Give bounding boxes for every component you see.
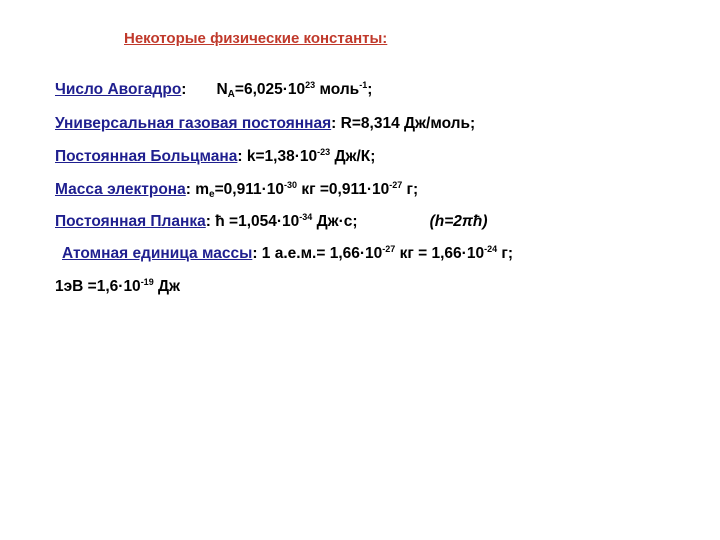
amu-exponent-g: -24 bbox=[484, 244, 498, 254]
amu-label: Атомная единица массы bbox=[62, 245, 253, 262]
boltzmann-label: Постоянная Больцмана bbox=[55, 148, 238, 165]
avogadro-exponent: 23 bbox=[305, 80, 316, 90]
amu-line bbox=[62, 244, 513, 264]
electron-mass-sep: : bbox=[185, 181, 191, 198]
planck-unit: Дж·с; bbox=[312, 213, 358, 230]
amu-sep: : bbox=[252, 245, 258, 262]
avogadro-label: Число Авогадро bbox=[55, 81, 182, 98]
electron-mass-value-kg: =0,911·10 bbox=[214, 181, 284, 198]
electron-mass-unit-g: г; bbox=[402, 181, 419, 198]
gas-constant-line bbox=[55, 114, 475, 134]
planck-label: Постоянная Планка bbox=[55, 213, 206, 230]
electronvolt-value: 1эВ =1,6·10 bbox=[55, 278, 141, 295]
boltzmann-exponent: -23 bbox=[317, 147, 331, 157]
boltzmann-unit: Дж/К; bbox=[330, 148, 376, 165]
avogadro-line bbox=[55, 80, 372, 100]
gas-constant-sep: : bbox=[331, 115, 337, 132]
electron-mass-exponent-kg: -30 bbox=[284, 180, 298, 190]
avogadro-value: =6,025·10 bbox=[234, 81, 306, 98]
boltzmann-line bbox=[55, 147, 375, 167]
boltzmann-sep: : bbox=[237, 148, 243, 165]
avogadro-symbol: N bbox=[216, 81, 228, 98]
avogadro-unit-exponent: -1 bbox=[359, 80, 368, 90]
avogadro-sep: : bbox=[181, 81, 187, 98]
electronvolt-unit: Дж bbox=[153, 278, 181, 295]
electronvolt-line bbox=[55, 277, 180, 297]
avogadro-unit: моль bbox=[315, 81, 360, 98]
electron-mass-symbol: m bbox=[190, 181, 210, 198]
amu-unit-g: г; bbox=[497, 245, 514, 262]
gas-constant-value: R=8,314 Дж/моль; bbox=[336, 115, 476, 132]
electronvolt-exponent: -19 bbox=[140, 277, 154, 287]
electron-mass-label: Масса электрона bbox=[55, 181, 186, 198]
electron-mass-exponent-g: -27 bbox=[389, 180, 403, 190]
avogadro-end: ; bbox=[367, 81, 373, 98]
boltzmann-value: k=1,38·10 bbox=[242, 148, 318, 165]
planck-note: (h=2πħ) bbox=[429, 213, 488, 230]
amu-exponent-kg: -27 bbox=[382, 244, 396, 254]
gas-constant-label: Универсальная газовая постоянная bbox=[55, 115, 332, 132]
planck-line bbox=[55, 212, 488, 232]
amu-value-kg: 1 а.е.м.= 1,66·10 bbox=[257, 245, 383, 262]
planck-sep: : bbox=[205, 213, 211, 230]
electron-mass-subscript: e bbox=[209, 189, 215, 200]
planck-exponent: -34 bbox=[299, 212, 313, 222]
electron-mass-value-g: кг =0,911·10 bbox=[297, 181, 390, 198]
electron-mass-line bbox=[55, 180, 418, 200]
amu-value-g: кг = 1,66·10 bbox=[395, 245, 485, 262]
avogadro-subscript: A bbox=[227, 89, 235, 100]
planck-value: ħ =1,054·10 bbox=[210, 213, 300, 230]
slide-title: Некоторые физические константы: bbox=[124, 30, 388, 47]
